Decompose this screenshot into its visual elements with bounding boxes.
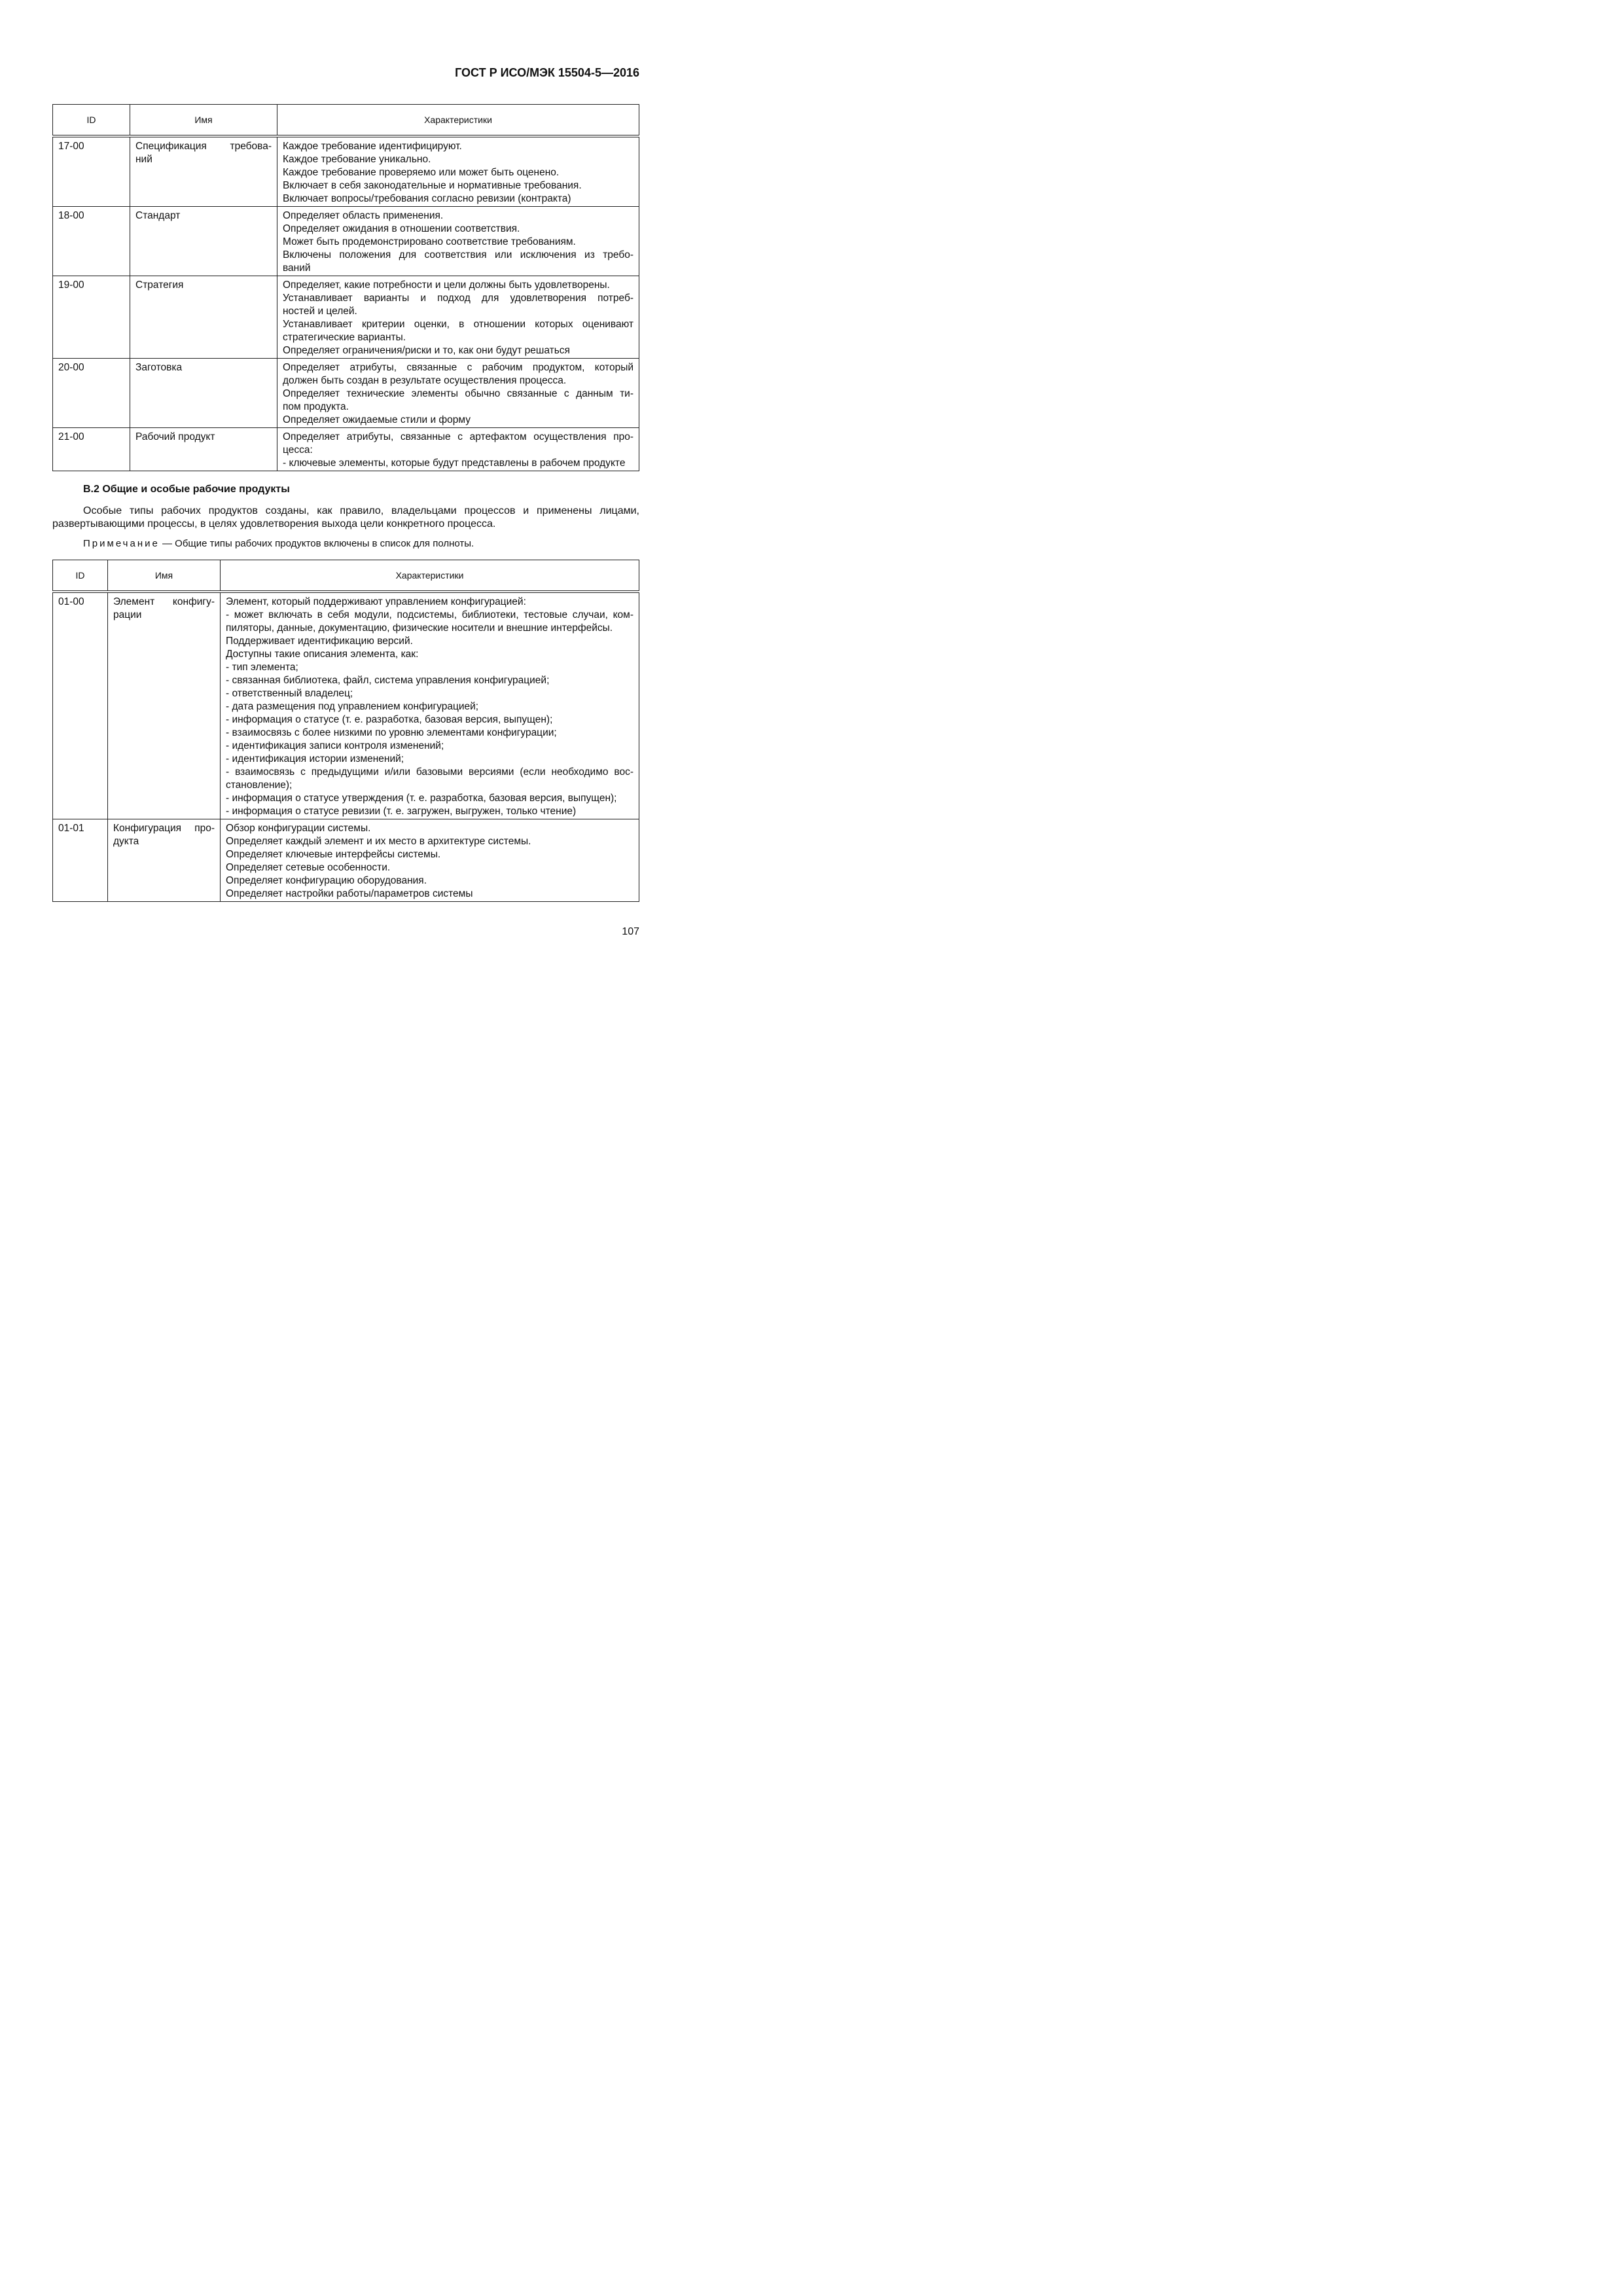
row-id: 17-00 <box>53 136 130 207</box>
row-name-line: Спецификация требова- <box>135 140 272 152</box>
row-name <box>108 592 221 819</box>
characteristic-line: стратегические варианты. <box>283 331 406 343</box>
characteristic-line: ностей и целей. <box>283 305 357 317</box>
row-id: 01-00 <box>53 592 108 819</box>
row-id: 20-00 <box>53 358 130 427</box>
characteristic-line: - связанная библиотека, файл, система управления конфигурацией; <box>226 674 550 686</box>
characteristic-line: - ответственный владелец; <box>226 687 353 699</box>
column-header-characteristics: Характеристики <box>221 560 639 592</box>
row-name-line: Конфигурация про- <box>113 822 215 834</box>
row-name <box>130 136 277 207</box>
characteristic-line: Поддерживает идентификацию версий. <box>226 635 413 647</box>
characteristic-line: становление); <box>226 779 293 791</box>
row-characteristics <box>277 206 639 276</box>
characteristic-line: Определяет ожидания в отношении соответствия. <box>283 223 520 234</box>
characteristic-line: Определяет ожидаемые стили и форму <box>283 414 471 425</box>
characteristic-line: Определяет, какие потребности и цели должны быть удовлетворены. <box>283 279 610 291</box>
characteristic-line: - информация о статусе утверждения (т. е. разработка, базовая версия, выпущен); <box>226 792 617 804</box>
characteristic-line: должен быть создан в результате осуществления процесса. <box>283 374 567 386</box>
characteristic-line: Элемент, который поддерживают управлением конфигурацией: <box>226 596 526 607</box>
row-name <box>130 427 277 471</box>
characteristic-line: Определяет ключевые интерфейсы системы. <box>226 848 441 860</box>
column-header-characteristics: Характеристики <box>277 105 639 136</box>
table-row <box>53 136 639 207</box>
column-header-name: Имя <box>108 560 221 592</box>
characteristic-line: пом продукта. <box>283 401 349 412</box>
row-characteristics <box>221 592 639 819</box>
characteristic-line: - информация о статусе (т. е. разработка, базовая версия, выпущен); <box>226 713 553 725</box>
characteristic-line: Доступны такие описания элемента, как: <box>226 648 419 660</box>
row-name-line: Элемент конфигу- <box>113 596 215 607</box>
row-id: 21-00 <box>53 427 130 471</box>
characteristic-line: Определяет атрибуты, связанные с рабочим продуктом, который <box>283 361 633 373</box>
table-row <box>53 206 639 276</box>
row-name-line: Стандарт <box>135 209 181 221</box>
row-id: 01-01 <box>53 819 108 901</box>
characteristic-line: Определяет ограничения/риски и то, как они будут решаться <box>283 344 570 356</box>
note <box>83 537 639 550</box>
characteristic-line: Устанавливает варианты и подход для удовлетворения потреб- <box>283 292 633 304</box>
characteristic-line: Каждое требование проверяемо или может быть оценено. <box>283 166 560 178</box>
characteristic-line: Определяет область применения. <box>283 209 444 221</box>
row-name-line: дукта <box>113 835 139 847</box>
section-title: В.2 Общие и особые рабочие продукты <box>83 484 290 495</box>
row-name <box>130 206 277 276</box>
row-id: 18-00 <box>53 206 130 276</box>
row-characteristics <box>277 427 639 471</box>
characteristic-line: Включены положения для соответствия или исключения из требо- <box>283 249 633 260</box>
work-products-table-1 <box>52 104 639 471</box>
document-header: ГОСТ Р ИСО/МЭК 15504-5—2016 <box>455 66 639 79</box>
characteristic-line: Каждое требование идентифицируют. <box>283 140 462 152</box>
characteristic-line: цесса: <box>283 444 313 456</box>
work-products-table-2 <box>52 560 639 902</box>
table-header-row <box>53 560 639 592</box>
characteristic-line: Включает в себя законодательные и нормативные требования. <box>283 179 582 191</box>
table-header-row <box>53 105 639 136</box>
row-name-line: Заготовка <box>135 361 183 373</box>
characteristic-line: - идентификация записи контроля изменений; <box>226 740 444 751</box>
characteristic-line: Определяет сетевые особенности. <box>226 861 391 873</box>
row-name <box>130 276 277 358</box>
characteristic-line: - взаимосвязь с более низкими по уровню элементами конфигурации; <box>226 726 557 738</box>
characteristic-line: ваний <box>283 262 311 274</box>
page-number: 107 <box>622 926 639 937</box>
row-name-line: рации <box>113 609 142 620</box>
characteristic-line: - взаимосвязь с предыдущими и/или базовыми версиями (если необходимо вос- <box>226 766 633 778</box>
row-characteristics <box>277 136 639 207</box>
characteristic-line: Определяет атрибуты, связанные с артефактом осуществления про- <box>283 431 633 442</box>
table-row <box>53 358 639 427</box>
row-name-line: Рабочий продукт <box>135 431 215 442</box>
characteristic-line: Включает вопросы/требования согласно ревизии (контракта) <box>283 192 571 204</box>
column-header-name: Имя <box>130 105 277 136</box>
characteristic-line: Может быть продемонстрировано соответствие требованиям. <box>283 236 576 247</box>
characteristic-line: Определяет настройки работы/параметров системы <box>226 888 473 899</box>
characteristic-line: - тип элемента; <box>226 661 298 673</box>
row-id: 19-00 <box>53 276 130 358</box>
column-header-id: ID <box>53 105 130 136</box>
row-name <box>108 819 221 901</box>
column-header-id: ID <box>53 560 108 592</box>
characteristic-line: Устанавливает критерии оценки, в отношении которых оценивают <box>283 318 633 330</box>
characteristic-line: Обзор конфигурации системы. <box>226 822 371 834</box>
note-label: Примечание <box>83 538 160 549</box>
characteristic-line: Определяет технические элементы обычно связанные с данным ти- <box>283 387 633 399</box>
row-name-line: Стратегия <box>135 279 184 291</box>
section-paragraph: Особые типы рабочих продуктов созданы, как правило, владельцами процессов и применены лицами, развертывающими процессы, в целях удовлетворения выхода цели конкретного процесса. <box>52 505 639 529</box>
note-text: — Общие типы рабочих продуктов включены в список для полноты. <box>159 538 474 549</box>
row-characteristics <box>221 819 639 901</box>
characteristic-line: - дата размещения под управлением конфигурацией; <box>226 700 479 712</box>
row-characteristics <box>277 358 639 427</box>
table-row <box>53 276 639 358</box>
table-row <box>53 427 639 471</box>
characteristic-line: Определяет конфигурацию оборудования. <box>226 874 427 886</box>
characteristic-line: Определяет каждый элемент и их место в архитектуре системы. <box>226 835 531 847</box>
characteristic-line: - может включать в себя модули, подсистемы, библиотеки, тестовые случаи, ком- <box>226 609 633 620</box>
row-characteristics <box>277 276 639 358</box>
characteristic-line: - информация о статусе ревизии (т. е. загружен, выгружен, только чтение) <box>226 805 577 817</box>
characteristic-line: Каждое требование уникально. <box>283 153 431 165</box>
characteristic-line: - идентификация истории изменений; <box>226 753 404 764</box>
characteristic-line: пиляторы, данные, документацию, физические носители и внешние интерфейсы. <box>226 622 613 634</box>
row-name <box>130 358 277 427</box>
characteristic-line: - ключевые элементы, которые будут представлены в рабочем продукте <box>283 457 626 469</box>
row-name-line: ний <box>135 153 152 165</box>
table-row <box>53 592 639 819</box>
table-row <box>53 819 639 901</box>
